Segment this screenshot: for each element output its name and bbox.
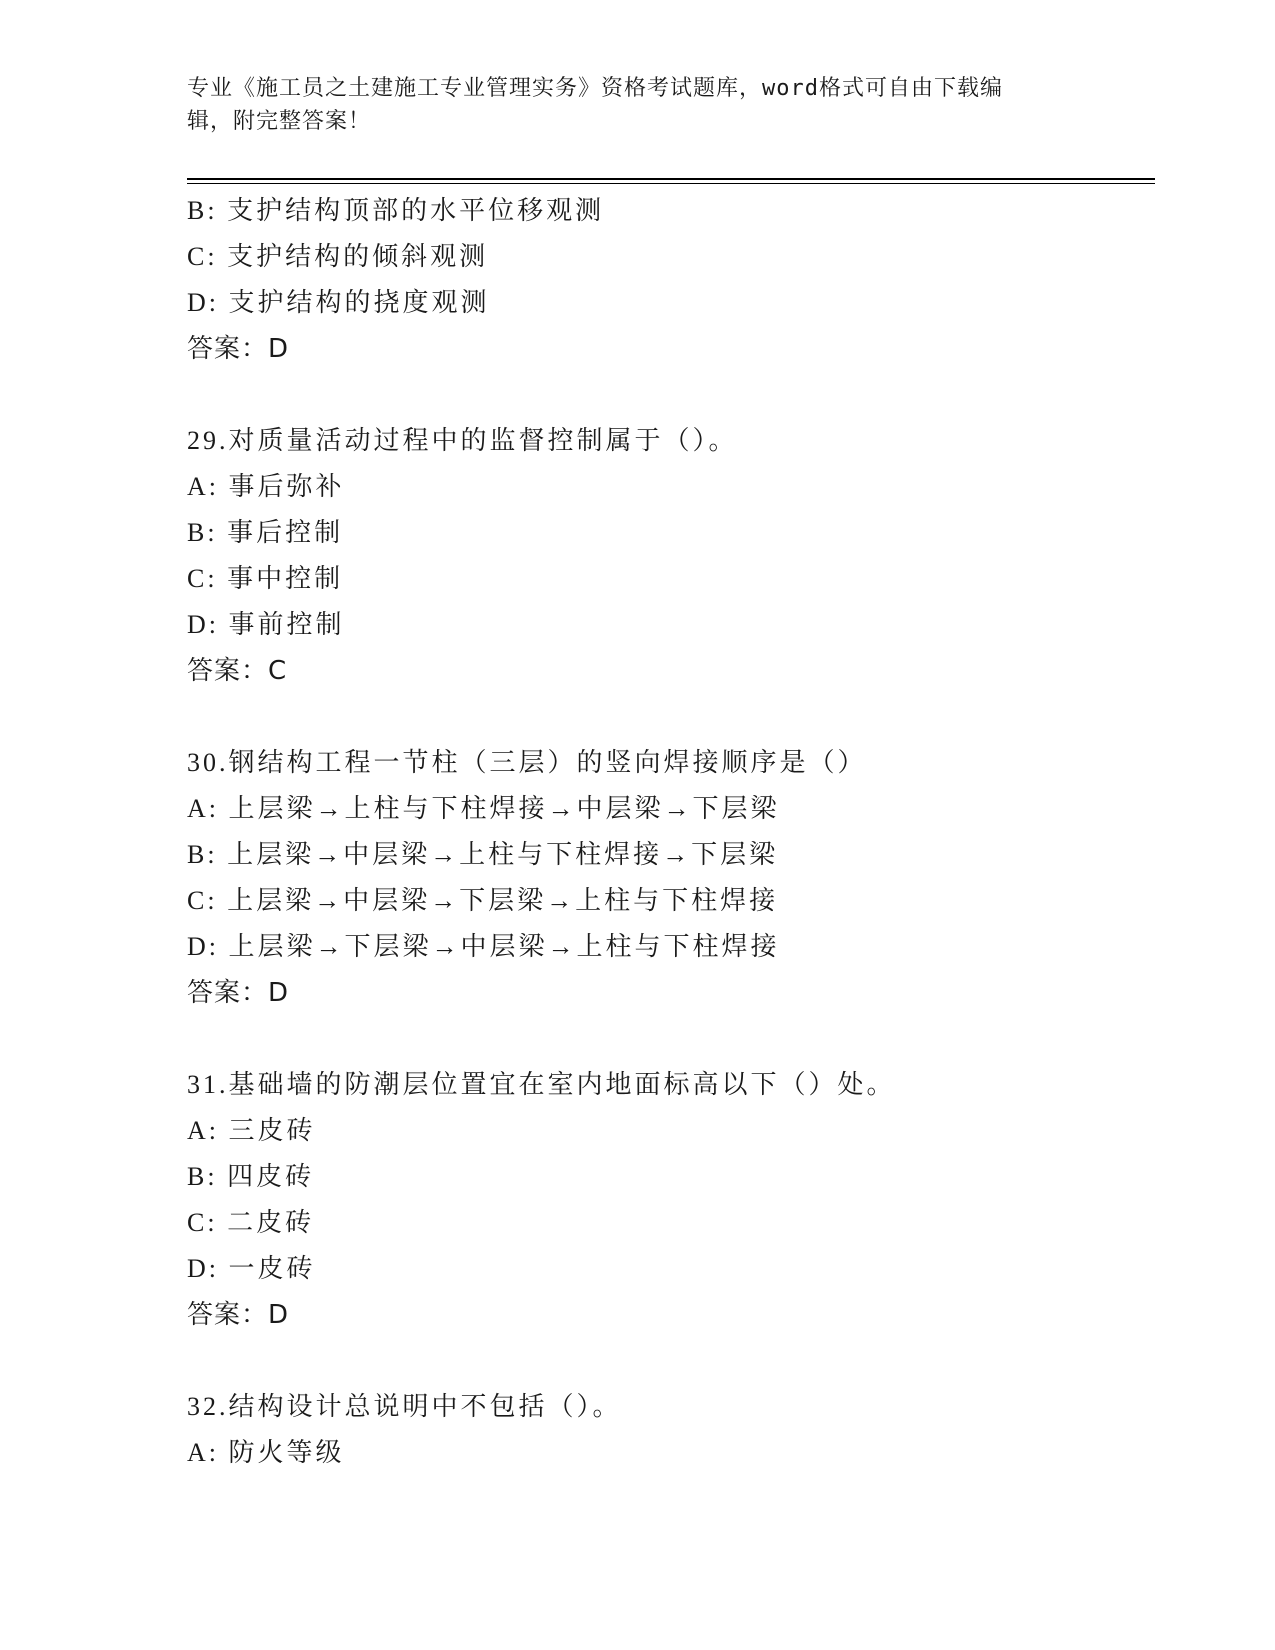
question-text: 31.基础墙的防潮层位置宜在室内地面标高以下（）处。 bbox=[187, 1070, 896, 1099]
option-a: A: 三皮砖 bbox=[187, 1116, 316, 1145]
question-list bbox=[187, 188, 1155, 1476]
option-b: B: 事后控制 bbox=[187, 518, 344, 547]
option-c: C: 上层梁→中层梁→下层梁→上柱与下柱焊接 bbox=[187, 886, 779, 915]
question-29 bbox=[187, 418, 1155, 694]
option-d: D: 事前控制 bbox=[187, 610, 345, 639]
spacer bbox=[187, 694, 1155, 740]
answer-label: 答案：D bbox=[187, 1300, 290, 1330]
question-28-continued bbox=[187, 188, 1155, 372]
option-b: B: 四皮砖 bbox=[187, 1162, 315, 1191]
option-c: C: 二皮砖 bbox=[187, 1208, 315, 1237]
option-a: A: 事后弥补 bbox=[187, 472, 345, 501]
answer-label: 答案：D bbox=[187, 978, 290, 1008]
question-32 bbox=[187, 1384, 1155, 1476]
header-line-2: 辑，附完整答案！ bbox=[187, 109, 372, 134]
spacer bbox=[187, 372, 1155, 418]
option-d: D: 上层梁→下层梁→中层梁→上柱与下柱焊接 bbox=[187, 932, 780, 961]
option-a: A: 防火等级 bbox=[187, 1438, 345, 1467]
question-30 bbox=[187, 740, 1155, 1016]
spacer bbox=[187, 1338, 1155, 1384]
option-b: B: 支护结构顶部的水平位移观测 bbox=[187, 196, 605, 225]
option-b: B: 上层梁→中层梁→上柱与下柱焊接→下层梁 bbox=[187, 840, 779, 869]
answer-label: 答案：C bbox=[187, 656, 288, 686]
header-line-1: 专业《施工员之土建施工专业管理实务》资格考试题库，word格式可自由下载编 bbox=[187, 76, 1003, 101]
option-c: C: 支护结构的倾斜观测 bbox=[187, 242, 489, 271]
answer-label: 答案：D bbox=[187, 334, 290, 364]
option-d: D: 一皮砖 bbox=[187, 1254, 316, 1283]
document-header bbox=[187, 72, 1067, 138]
question-text: 30.钢结构工程一节柱（三层）的竖向焊接顺序是（） bbox=[187, 748, 867, 777]
question-31 bbox=[187, 1062, 1155, 1338]
option-c: C: 事中控制 bbox=[187, 564, 344, 593]
header-divider-thin bbox=[187, 183, 1155, 184]
question-text: 29.对质量活动过程中的监督控制属于（）。 bbox=[187, 426, 738, 455]
spacer bbox=[187, 1016, 1155, 1062]
question-text: 32.结构设计总说明中不包括（）。 bbox=[187, 1392, 622, 1421]
option-a: A: 上层梁→上柱与下柱焊接→中层梁→下层梁 bbox=[187, 794, 780, 823]
option-d: D: 支护结构的挠度观测 bbox=[187, 288, 490, 317]
header-divider-thick bbox=[187, 178, 1155, 180]
